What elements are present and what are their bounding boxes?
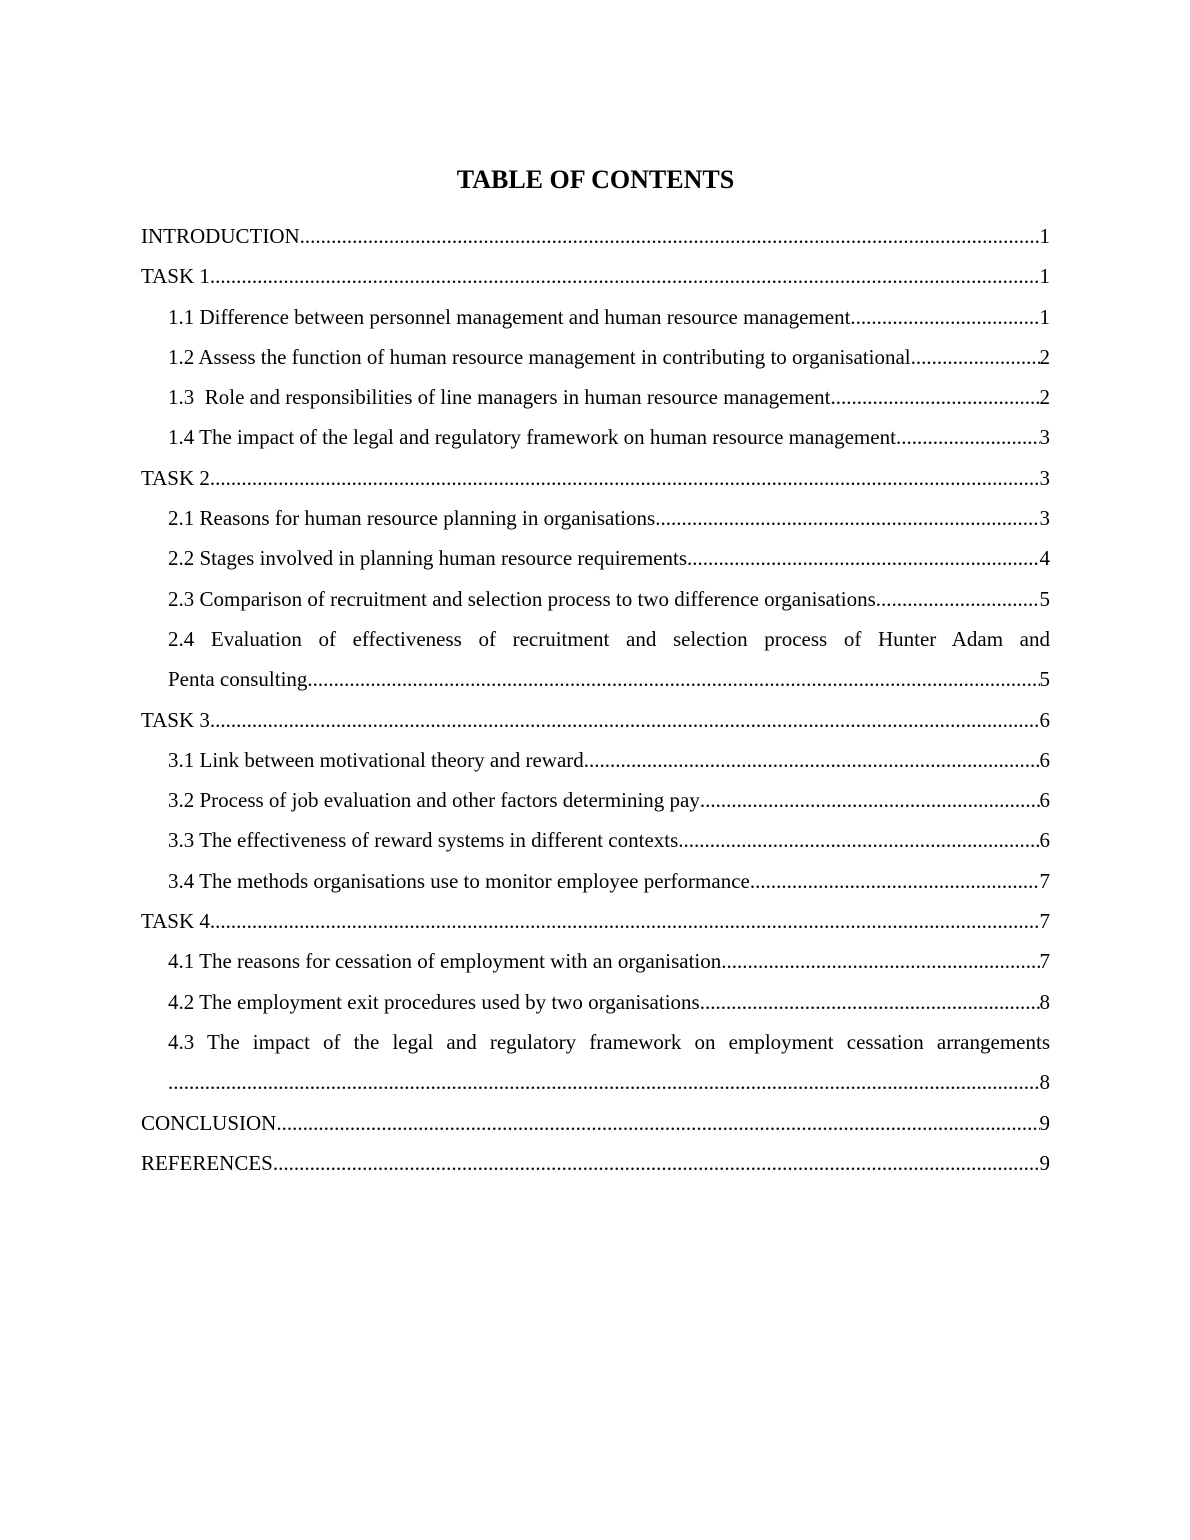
toc-entry-1-4[interactable] — [141, 417, 1050, 457]
toc-leader-dots — [896, 417, 1040, 457]
toc-list — [141, 216, 1050, 1183]
toc-page-number: 7 — [1039, 909, 1050, 934]
toc-entry-text: 1.1 Difference between personnel management and human resource management — [168, 304, 851, 329]
toc-entry-text: 2.2 Stages involved in planning human resource requirements — [168, 546, 688, 571]
toc-page-number: 3 — [1039, 506, 1050, 531]
toc-entry-4-2[interactable] — [141, 982, 1050, 1022]
toc-entry-3-1[interactable] — [141, 740, 1050, 780]
toc-leader-dots — [210, 700, 1040, 740]
toc-entry-text: 3.2 Process of job evaluation and other factors determining pay — [168, 788, 700, 813]
toc-entry-1-2[interactable] — [141, 337, 1050, 377]
toc-leader-dots — [876, 579, 1040, 619]
toc-entry-1-3[interactable] — [141, 377, 1050, 417]
toc-page-number: 1 — [1039, 264, 1050, 289]
toc-page-number: 7 — [1039, 868, 1050, 893]
toc-leader-dots — [830, 377, 1039, 417]
toc-entry-4-3[interactable] — [141, 1022, 1050, 1103]
toc-entry-text: INTRODUCTION — [141, 224, 300, 248]
toc-entry-3-3[interactable] — [141, 820, 1050, 860]
toc-leader-dots — [210, 901, 1040, 941]
toc-entry-text: TASK 1 — [141, 264, 210, 289]
toc-page-number: 8 — [1039, 1070, 1050, 1095]
toc-page-number: 9 — [1039, 1110, 1050, 1135]
document-page — [141, 160, 1050, 1183]
toc-leader-dots — [210, 458, 1040, 498]
toc-page-number: 9 — [1039, 1150, 1050, 1175]
toc-page-number: 3 — [1039, 465, 1050, 490]
toc-entry-text: TASK 4 — [141, 909, 210, 934]
toc-leader-dots — [584, 740, 1040, 780]
toc-leader-dots — [721, 941, 1039, 981]
toc-entry-text: 2.1 Reasons for human resource planning in organisations — [168, 506, 656, 531]
toc-entry-text: 4.1 The reasons for cessation of employment with an organisation — [168, 949, 722, 974]
toc-leader-dots — [850, 297, 1039, 337]
toc-entry-task-2[interactable] — [141, 458, 1050, 498]
toc-page-number: 6 — [1039, 747, 1050, 772]
toc-page-number: 1 — [1039, 304, 1050, 329]
toc-entry-3-4[interactable] — [141, 861, 1050, 901]
toc-leader-dots — [276, 1103, 1039, 1143]
toc-entry-introduction[interactable] — [141, 216, 1050, 256]
toc-entry-2-2[interactable] — [141, 538, 1050, 578]
toc-entry-text: 2.3 Comparison of recruitment and selection process to two difference organisations — [168, 586, 876, 611]
toc-page-number: 8 — [1039, 989, 1050, 1014]
toc-entry-text: 3.1 Link between motivational theory and reward — [168, 747, 584, 772]
toc-entry-1-1[interactable] — [141, 297, 1050, 337]
toc-leader-dots — [210, 256, 1040, 296]
toc-page-number: 5 — [1039, 667, 1050, 692]
toc-leader-dots — [307, 659, 1039, 699]
toc-leader-dots — [655, 498, 1039, 538]
toc-entry-2-4[interactable] — [141, 619, 1050, 700]
toc-leader-dots — [750, 861, 1040, 901]
toc-leader-dots — [911, 337, 1040, 377]
toc-entry-2-1[interactable] — [141, 498, 1050, 538]
toc-leader-dots — [168, 1062, 1040, 1102]
toc-entry-text-line-1: 2.4 Evaluation of effectiveness of recruitment and selection process of Hunter Adam and — [168, 626, 1050, 651]
toc-leader-dots — [700, 780, 1040, 820]
toc-entry-4-1[interactable] — [141, 941, 1050, 981]
toc-entry-text: CONCLUSION — [141, 1110, 277, 1135]
toc-entry-references[interactable] — [141, 1143, 1050, 1183]
toc-entry-task-4[interactable] — [141, 901, 1050, 941]
toc-entry-3-2[interactable] — [141, 780, 1050, 820]
toc-entry-conclusion[interactable] — [141, 1103, 1050, 1143]
toc-entry-text: 1.4 The impact of the legal and regulatory framework on human resource management — [168, 425, 896, 450]
toc-page-number: 2 — [1039, 344, 1050, 369]
toc-leader-dots — [700, 982, 1040, 1022]
toc-page-number: 4 — [1039, 546, 1050, 571]
toc-page-number: 6 — [1039, 788, 1050, 813]
toc-leader-dots — [273, 1143, 1040, 1183]
toc-entry-text: TASK 2 — [141, 465, 210, 490]
toc-entry-text-line-1: 4.3 The impact of the legal and regulatory framework on employment cessation arrangements — [168, 1029, 1050, 1054]
toc-entry-text: 3.3 The effectiveness of reward systems in different contexts — [168, 828, 679, 853]
toc-entry-task-1[interactable] — [141, 256, 1050, 296]
toc-page-number: 2 — [1039, 385, 1050, 410]
toc-entry-text: 1.2 Assess the function of human resource management in contributing to organisational — [168, 344, 911, 369]
toc-entry-text: 1.3 Role and responsibilities of line managers in human resource management — [168, 385, 831, 410]
toc-page-number: 1 — [1039, 224, 1050, 248]
toc-entry-text: 3.4 The methods organisations use to monitor employee performance — [168, 868, 750, 893]
toc-leader-dots — [300, 216, 1040, 256]
toc-leader-dots — [678, 820, 1039, 860]
toc-entry-text: TASK 3 — [141, 707, 210, 732]
toc-entry-task-3[interactable] — [141, 700, 1050, 740]
toc-leader-dots — [687, 538, 1039, 578]
toc-page-number: 5 — [1039, 586, 1050, 611]
toc-entry-text-line-2: Penta consulting — [168, 667, 308, 692]
toc-entry-2-3[interactable] — [141, 579, 1050, 619]
toc-entry-text: REFERENCES — [141, 1150, 273, 1175]
toc-entry-text: 4.2 The employment exit procedures used by two organisations — [168, 989, 700, 1014]
toc-page-number: 6 — [1039, 828, 1050, 853]
toc-title: TABLE OF CONTENTS — [456, 165, 735, 194]
toc-page-number: 6 — [1039, 707, 1050, 732]
toc-page-number: 7 — [1039, 949, 1050, 974]
toc-page-number: 3 — [1039, 425, 1050, 450]
